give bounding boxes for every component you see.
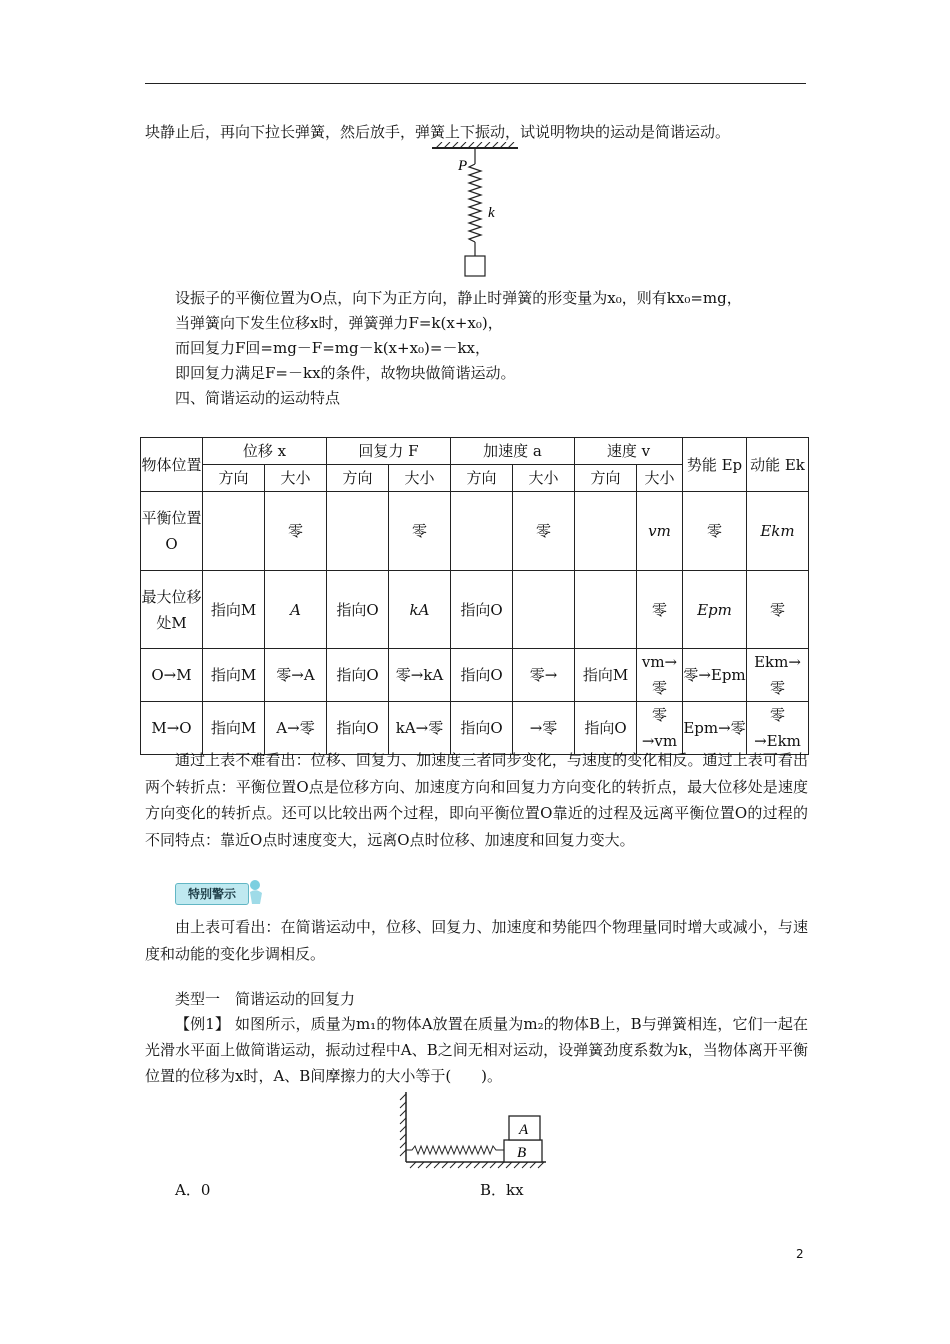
warning-paragraph: 由上表可看出：在简谐运动中，位移、回复力、加速度和势能四个物理量同时增大或减小，与速度和动能的变化步调相反。 <box>145 918 808 963</box>
table-cell: kA <box>389 571 451 649</box>
subheader-direction: 方向 <box>451 465 513 492</box>
spring <box>469 164 481 242</box>
horizontal-spring <box>406 1146 504 1154</box>
table-cell: 指向O <box>327 571 389 649</box>
table-cell: 零 <box>637 571 683 649</box>
table-cell: vm <box>637 492 683 571</box>
label-k: k <box>488 205 495 221</box>
page-number: 2 <box>796 1247 804 1261</box>
hanging-spring-figure <box>420 142 530 282</box>
example-paragraph: 【例1】 如图所示，质量为m₁的物体A放置在质量为m₂的物体B上，B与弹簧相连，它们一起在光滑水平面上做简谐运动，振动过程中A、B之间无相对运动，设弹簧劲度系数为k，当物体离开平衡位置的位移为x时，A、B间摩擦力的大小等于( )。 <box>145 1015 808 1085</box>
label-a: A <box>519 1122 529 1138</box>
subheader-magnitude: 大小 <box>513 465 575 492</box>
table-cell: A <box>265 571 327 649</box>
analysis-paragraph: 通过上表不难看出：位移、回复力、加速度三者同步变化，与速度的变化相反。通过上表可看出两个转折点：平衡位置O点是位移方向、加速度方向和回复力方向变化的转折点，最大位移处是速度方向变化的转折点。还可以比较出两个过程，即向平衡位置O靠近的过程及远离平衡位置O的过程的不同特点：靠近O点时速度变大，远离O点时位移、加速度和回复力变大。 <box>145 751 808 849</box>
table-cell <box>203 492 265 571</box>
wall-hatch <box>400 1094 406 1156</box>
option-a: A．0 <box>175 1181 211 1199</box>
proof-line-4: 即回复力满足F=－kx的条件，故物块做简谐运动。 <box>175 364 516 382</box>
table-cell: 指向O <box>327 702 389 755</box>
table-cell: 指向O <box>327 649 389 702</box>
table-cell <box>327 492 389 571</box>
section-heading: 四、简谐运动的运动特点 <box>175 389 341 407</box>
table-cell: 指向M <box>203 649 265 702</box>
table-cell: →零 <box>513 702 575 755</box>
table-cell: M→O <box>141 702 203 755</box>
table-cell: 零→ <box>513 649 575 702</box>
subheader-direction: 方向 <box>327 465 389 492</box>
stacked-blocks-figure <box>396 1090 552 1170</box>
shm-feature-table <box>140 437 809 755</box>
table-cell: 零 <box>513 492 575 571</box>
proof-line-3: 而回复力F回=mg－F=mg－k(x+x₀)=－kx， <box>175 339 491 357</box>
table-cell: 零→A <box>265 649 327 702</box>
table-cell: 指向O <box>451 649 513 702</box>
table-cell: vm→零 <box>637 649 683 702</box>
label-b: B <box>517 1145 527 1161</box>
proof-line-2: 当弹簧向下发生位移x时，弹簧弹力F=k(x+x₀)， <box>175 314 503 332</box>
subheader-direction: 方向 <box>575 465 637 492</box>
floor-hatch <box>410 1162 544 1168</box>
table-cell: Ekm→零 <box>747 649 809 702</box>
warning-figure-icon <box>246 878 268 906</box>
header-rule <box>145 83 806 84</box>
table-cell: 指向M <box>203 702 265 755</box>
special-warning-badge: 特别警示 <box>175 883 249 905</box>
header-restoring-force: 回复力 F <box>327 438 451 465</box>
label-p: P <box>458 158 468 174</box>
table-cell: 指向M <box>575 649 637 702</box>
type-heading: 类型一 简谐运动的回复力 <box>175 990 356 1008</box>
header-acceleration: 加速度 a <box>451 438 575 465</box>
table-cell: 零 <box>747 571 809 649</box>
table-cell: 指向O <box>451 571 513 649</box>
table-cell: 零→Ekm <box>747 702 809 755</box>
table-cell: 零 <box>389 492 451 571</box>
table-cell: 零→kA <box>389 649 451 702</box>
table-cell <box>451 492 513 571</box>
table-cell: 零→Epm <box>683 649 747 702</box>
header-object-position: 物体位置 <box>141 438 203 492</box>
subheader-magnitude: 大小 <box>265 465 327 492</box>
header-kinetic-energy: 动能 Ek <box>747 438 809 492</box>
header-potential-energy: 势能 Ep <box>683 438 747 492</box>
table-cell: 最大位移处M <box>141 571 203 649</box>
table-cell: Ekm <box>747 492 809 571</box>
option-b: B．kx <box>480 1181 524 1199</box>
table-cell: 指向M <box>203 571 265 649</box>
proof-line-1: 设振子的平衡位置为O点，向下为正方向，静止时弹簧的形变量为x₀，则有kx₀=mg， <box>175 289 742 307</box>
table-cell: kA→零 <box>389 702 451 755</box>
table-cell: Epm→零 <box>683 702 747 755</box>
table-cell: 指向O <box>451 702 513 755</box>
table-cell: 零→vm <box>637 702 683 755</box>
table-cell: A→零 <box>265 702 327 755</box>
intro-line: 块静止后，再向下拉长弹簧，然后放手，弹簧上下振动，试说明物块的运动是简谐运动。 <box>145 123 731 141</box>
table-cell: 零 <box>683 492 747 571</box>
table-cell <box>513 571 575 649</box>
subheader-direction: 方向 <box>203 465 265 492</box>
table-cell: 平衡位置O <box>141 492 203 571</box>
subheader-magnitude: 大小 <box>389 465 451 492</box>
table-cell: 零 <box>265 492 327 571</box>
subheader-magnitude: 大小 <box>637 465 683 492</box>
header-velocity: 速度 v <box>575 438 683 465</box>
table-cell: O→M <box>141 649 203 702</box>
hanging-block <box>465 256 485 276</box>
table-cell: Epm <box>683 571 747 649</box>
header-displacement: 位移 x <box>203 438 327 465</box>
table-cell: 指向O <box>575 702 637 755</box>
table-cell <box>575 571 637 649</box>
table-cell <box>575 492 637 571</box>
